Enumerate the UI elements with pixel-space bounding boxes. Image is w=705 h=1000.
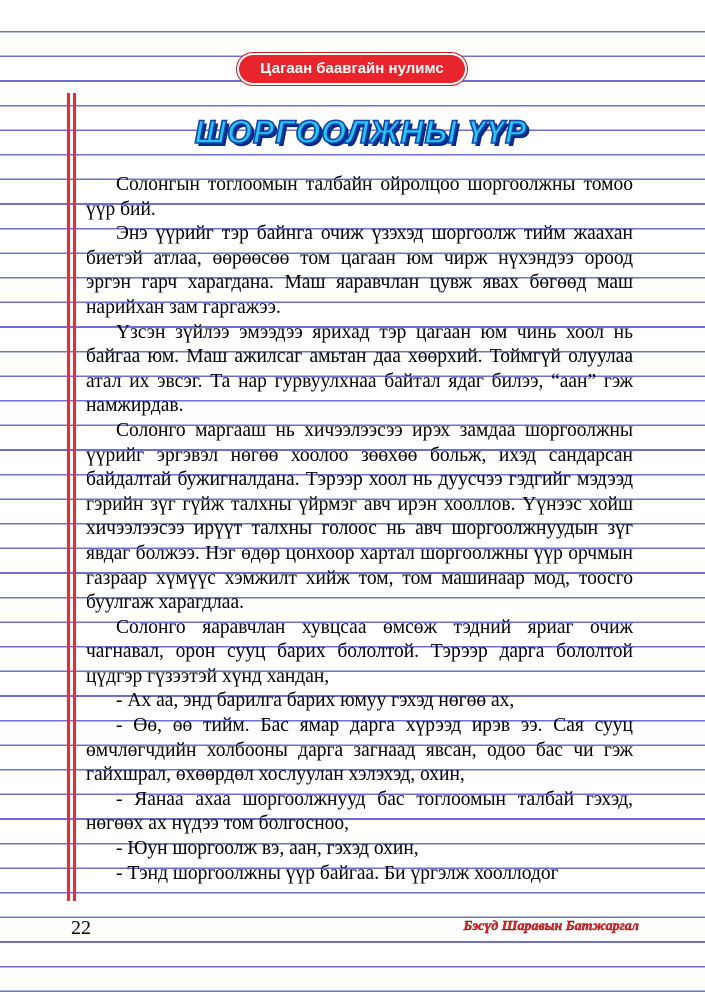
margin-line-left: [67, 93, 70, 901]
paragraph: Солонго яаравчлан хувцсаа өмсөж тэдний яриаг очиж чагнавал, орон сууц барих бололтой. Тэрээр дарга бололтой цүдгэр гүзээтэй хүнд хандан,: [86, 616, 633, 687]
paragraph: - Өө, өө тийм. Бас ямар дарга хүрээд ирэв ээ. Сая сууц өмчлөгчдийн холбооны дарга загнаад явсан, одоо бас чи гэж гайхшрал, өхөөрдөл хослуулан хэлэхэд, охин,: [86, 715, 633, 786]
story-text: [86, 173, 633, 886]
paragraph: Солонго маргааш нь хичээлээсээ ирэх замдаа шоргоолжны үүрийг эргэвэл нөгөө хоолоо зөөхөө больж, ихэд сандарсан байдалтай бужигналдана. Тэрээр хоол нь дуусчээ гэдгийг мэдээд гэрийн зүг гүйж талхны үйрмэг авч ирэн хооллов. Үүнээс хойш хичээлээсээ ирүүт талхны голоос нь авч шоргоолжнуудын зүг явдаг болжээ. Нэг өдөр цонхоор хартал шоргоолжны үүр орчмын газраар хүмүүс хэмжилт хийж том, том машинаар мод, тоосго буулгаж харагдлаа.: [86, 419, 633, 614]
paragraph: - Тэнд шоргоолжны үүр байгаа. Би үргэлж хооллодог: [116, 862, 559, 884]
paragraph: - Яанаа ахаа шоргоолжнууд бас тоглоомын талбай гэхэд, нөгөөх ах нүдээ том болгосноо,: [86, 788, 633, 835]
story-title: ШОРГООЛЖНЫ ҮҮР: [194, 114, 528, 150]
book-title-badge: Цагаан баавгайн нулимс: [239, 55, 465, 83]
paragraph: - Юун шоргоолж вэ, аан, гэхэд охин,: [116, 838, 419, 860]
paragraph: Энэ үүрийг тэр байнга очиж үзэхэд шоргоолж тийм жаахан биетэй атлаа, өөрөөсөө том цагаан юм чирж нүхэндээ ороод эргэн гарч харагдана. Маш яаравчлан цувж явах бөгөөд маш нарийхан зам гаргажээ.: [86, 223, 633, 318]
margin-line-right: [73, 93, 76, 901]
page-number: 22: [71, 917, 91, 939]
paragraph: Солонгын тоглоомын талбайн ойролцоо шоргоолжны томоо үүр бий.: [86, 174, 633, 220]
paragraph: - Ах аа, энд барилга барих юмуу гэхэд нөгөө ах,: [116, 690, 515, 712]
author-name: Бэсүд Шаравын Батжаргал: [463, 919, 639, 934]
paragraph: Үзсэн зүйлээ эмээдээ ярихад тэр цагаан юм чинь хоол нь байгаа юм. Маш ажилсаг амьтан даа хөөрхий. Тоймгүй олуулаа атал их эвсэг. Та нар гурвуулхнаа байтал ядаг билээ, “аан” гэж намжирдав.: [86, 321, 633, 417]
